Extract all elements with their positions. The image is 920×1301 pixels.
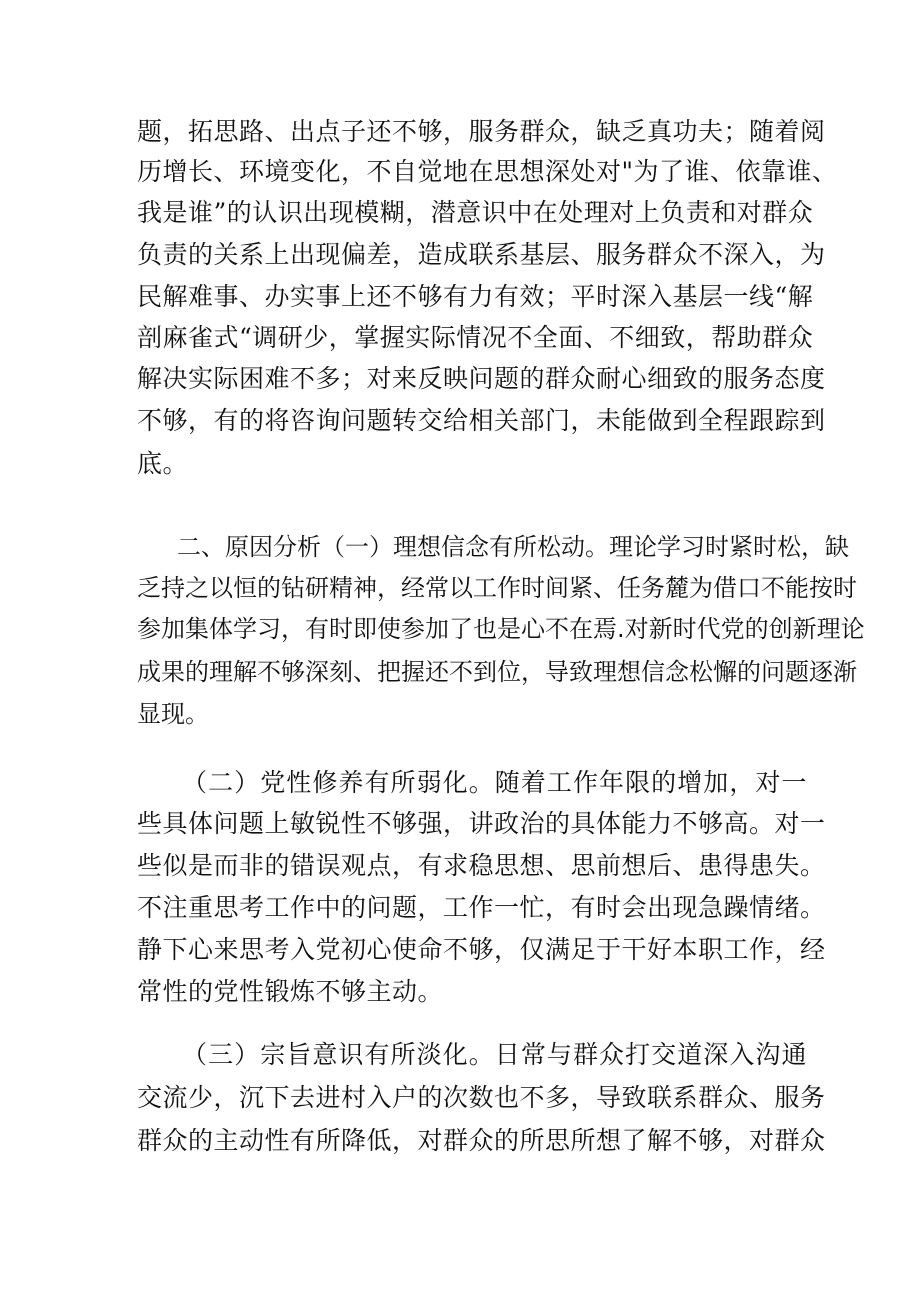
paragraph-2-line-1: 二、原因分析（一）理想信念有所松动。理论学习时紧时松，缺 bbox=[177, 533, 849, 561]
paragraph-2-line-2: 乏持之以恒的钻研精神，经常以工作时间紧、任务麓为借口不能按时 bbox=[137, 574, 857, 602]
paragraph-1-line-8: 不够，有的将咨询问题转交给相关部门，未能做到全程跟踪到 bbox=[137, 406, 826, 435]
paragraph-3-line-1: （二）党性修养有所弱化。随着工作年限的增加，对一 bbox=[182, 768, 807, 797]
paragraph-4-line-1: （三）宗旨意识有所淡化。日常与群众打交道深入沟通 bbox=[182, 1040, 807, 1069]
paragraph-3-line-2: 些具体问题上敏锐性不够强，讲政治的具体能力不够高。对一 bbox=[137, 809, 826, 838]
paragraph-4-line-3: 群众的主动性有所降低，对群众的所思所想了解不够，对群众 bbox=[137, 1126, 826, 1155]
paragraph-3-line-6: 常性的党性锻炼不够主动。 bbox=[137, 977, 444, 1006]
paragraph-2-line-3: 参加集体学习，有时即使参加了也是心不在焉.对新时代党的创新理论 bbox=[137, 615, 865, 643]
paragraph-3-line-4: 不注重思考工作中的问题，工作一忙，有时会出现急躁情绪。 bbox=[137, 893, 826, 922]
paragraph-2-line-4: 成果的理解不够深刻、把握还不到位，导致理想信念松懈的问题逐渐 bbox=[137, 658, 857, 686]
paragraph-1-line-9: 底。 bbox=[137, 449, 189, 478]
paragraph-1-line-7: 解决实际困难不多；对来反映问题的群众耐心细致的服务态度 bbox=[137, 364, 826, 393]
paragraph-1-line-5: 民解难事、办实事上还不够有力有效；平时深入基层一线“解 bbox=[137, 282, 814, 311]
paragraph-3-line-5: 静下心来思考入党初心使命不够，仅满足于干好本职工作，经 bbox=[137, 935, 826, 964]
paragraph-1-line-4: 负责的关系上出现偏差，造成联系基层、服务群众不深入，为 bbox=[137, 240, 826, 269]
paragraph-4-line-2: 交流少，沉下去进村入户的次数也不多，导致联系群众、服务 bbox=[137, 1083, 826, 1112]
paragraph-1-line-3: 我是谁”的认识出现模糊，潜意识中在处理对上负责和对群众 bbox=[137, 198, 814, 227]
paragraph-1-line-1: 题，拓思路、出点子还不够，服务群众，缺乏真功夫；随着阅 bbox=[137, 117, 826, 146]
paragraph-1-line-6: 剖麻雀式“调研少，掌握实际情况不全面、不细致，帮助群众 bbox=[137, 323, 814, 352]
paragraph-2-line-5: 显现。 bbox=[137, 700, 209, 728]
paragraph-3-line-3: 些似是而非的错误观点，有求稳思想、思前想后、患得患失。 bbox=[137, 851, 826, 880]
paragraph-1-line-2: 历增长、环境变化，不自觉地在思想深处对"为了谁、依靠谁、 bbox=[137, 157, 838, 186]
